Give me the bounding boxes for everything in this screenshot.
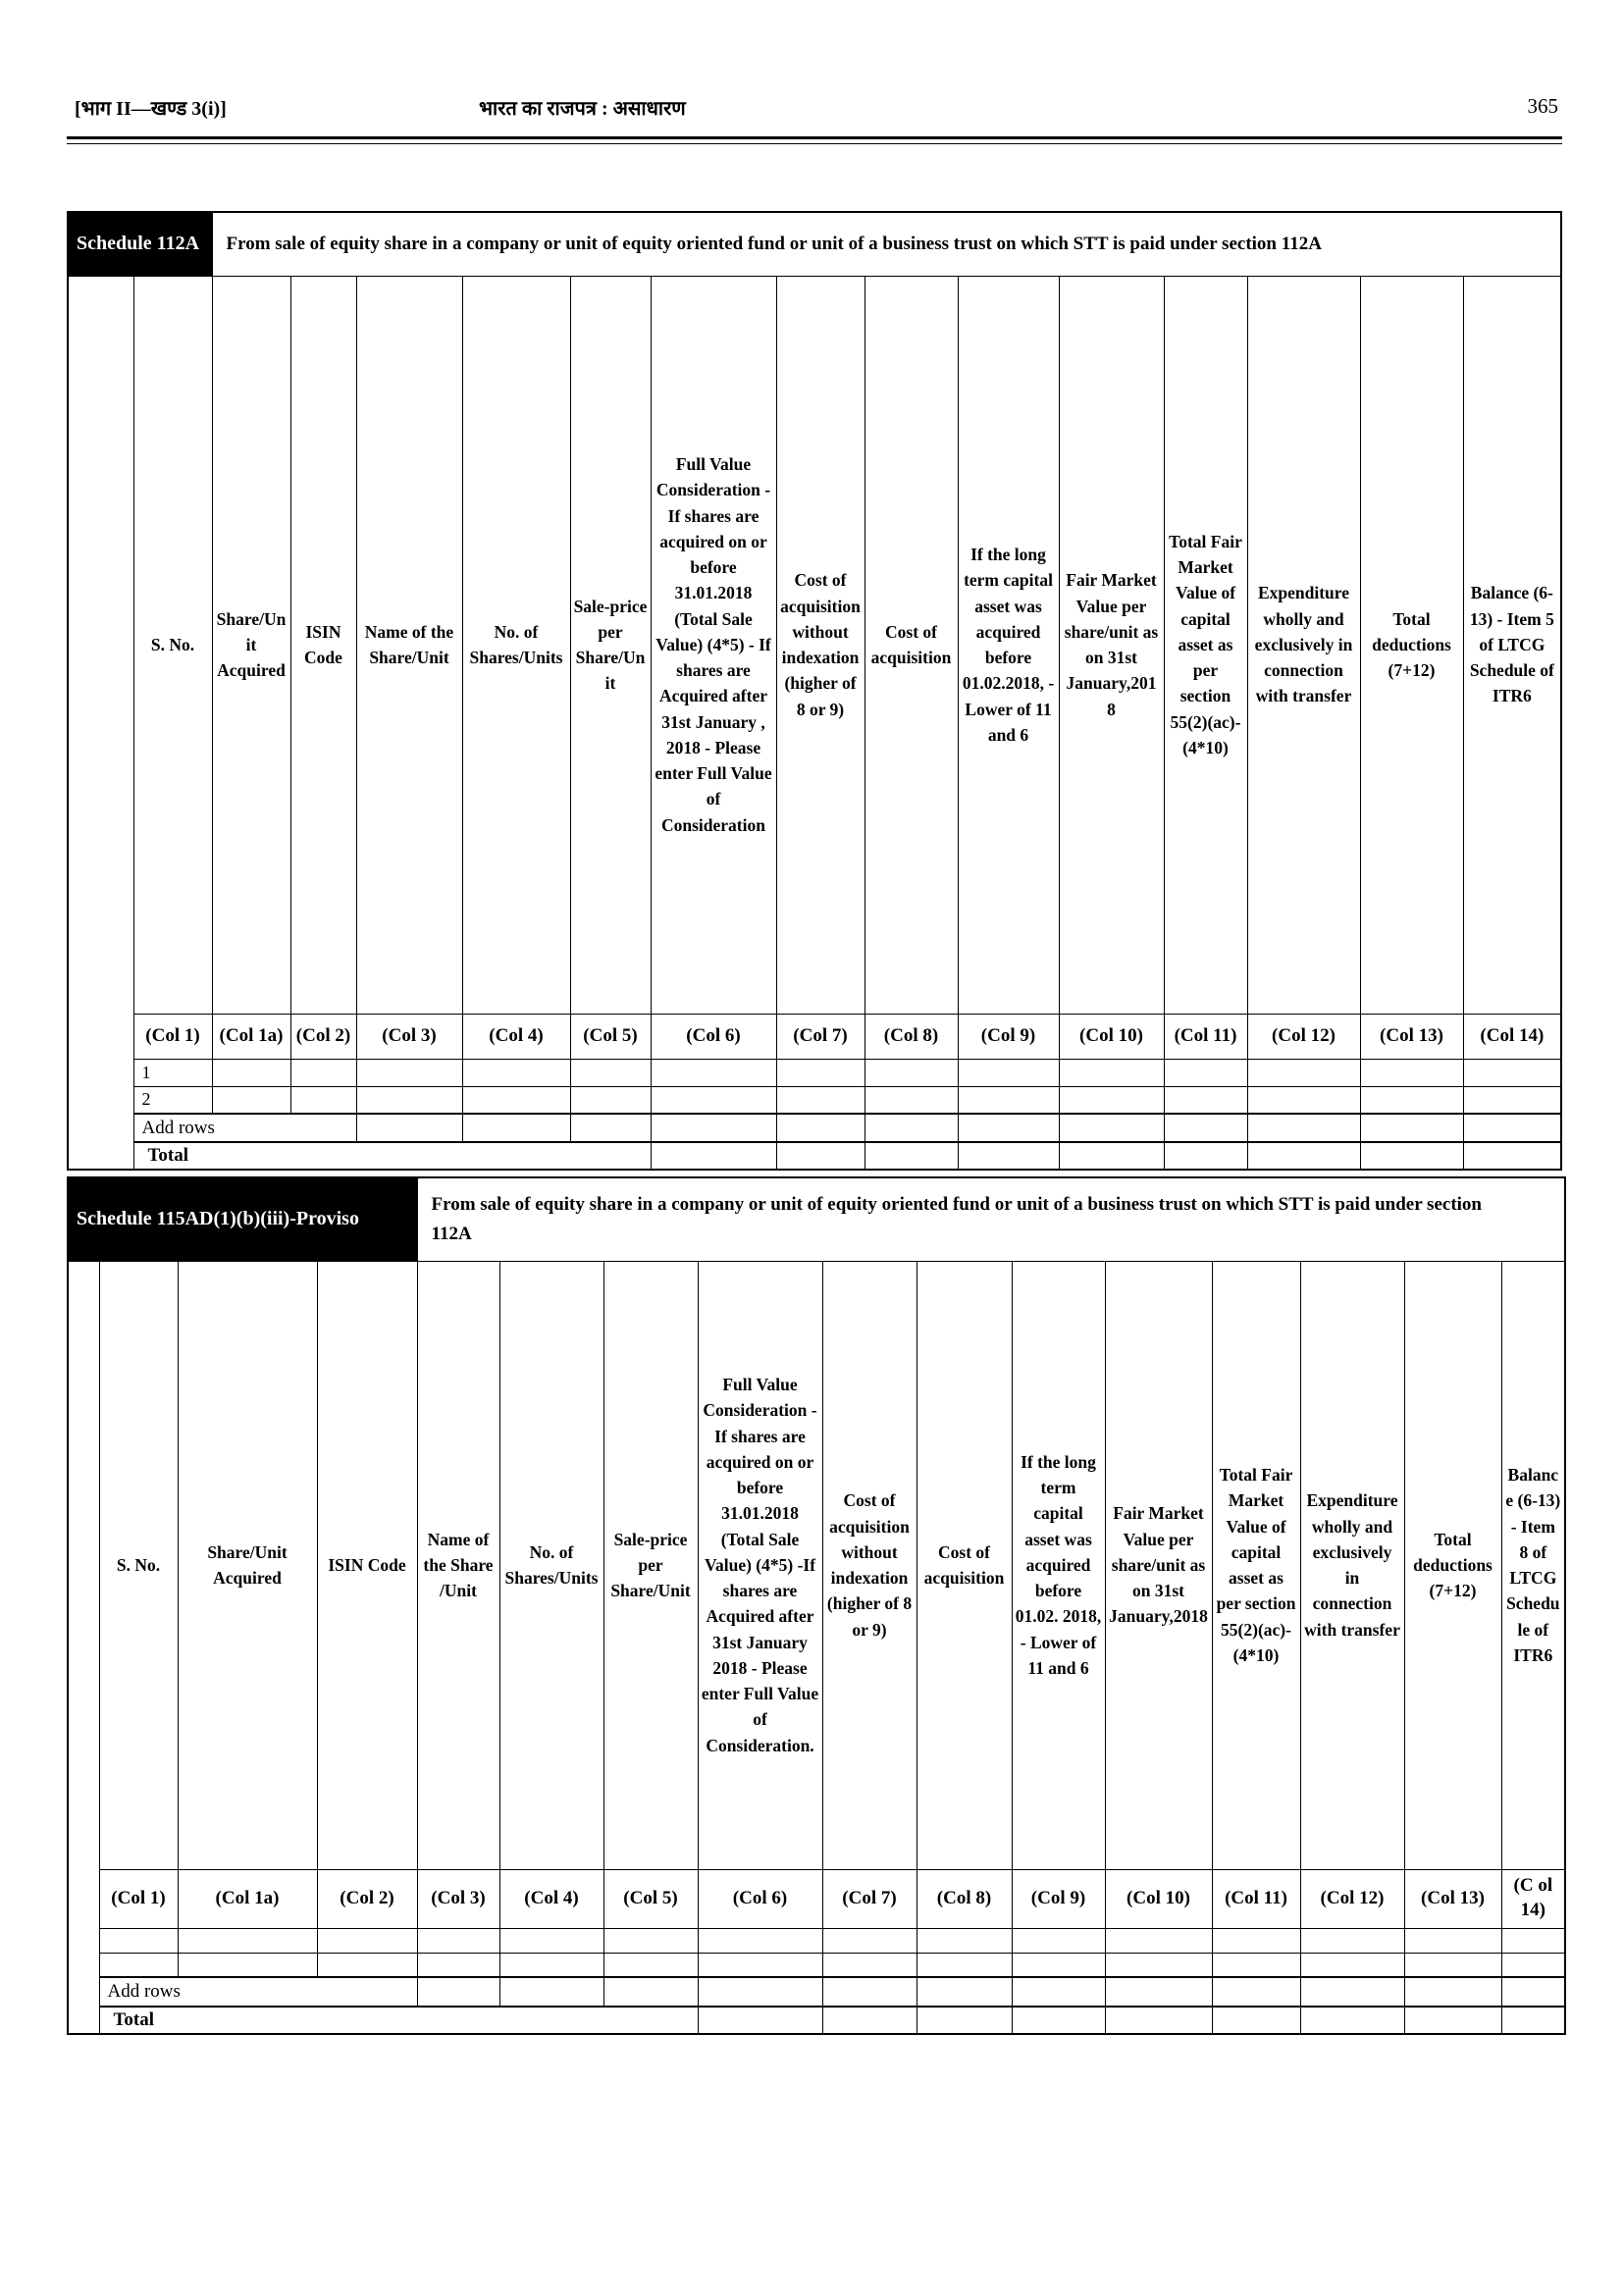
empty-cell [651,1086,776,1114]
column-header-sale-price: Sale-price per Share/Unit [570,276,651,1014]
schedule-112a-label [68,212,212,276]
empty-cell [356,1059,462,1086]
empty-cell [698,2007,822,2034]
empty-cell [1012,1953,1105,1977]
empty-cell [1247,1086,1360,1114]
empty-cell [1059,1059,1164,1086]
empty-cell [1105,1977,1212,2007]
col-number-cell: (Col 10) [1059,1014,1164,1059]
column-header-total-fmv: Total Fair Market Value of capital asset as per section 55(2)(ac)- (4*10) [1212,1261,1300,1869]
column-header-total-fmv: Total Fair Market Value of capital asset as per section 55(2)(ac)- (4*10) [1164,276,1247,1014]
schedule-112a-title [212,212,1561,276]
schedule-115ad-label [68,1177,417,1261]
empty-cell [776,1059,864,1086]
empty-cell [1501,1953,1565,1977]
col-number-cell: (Col 1) [99,1869,178,1928]
empty-cell [1300,1928,1404,1953]
column-header-fair-market-value: Fair Market Value per share/unit as on 31st January,2018 [1059,276,1164,1014]
gutter-cell [68,1261,99,2034]
empty-cell [1463,1059,1561,1086]
column-header-no-of-shares: No. of Shares/Units [499,1261,603,1869]
header-part-section: [भाग II—खण्ड 3(i)] [75,98,227,120]
empty-cell [603,1953,698,1977]
empty-cell [290,1059,356,1086]
column-header-s-no: S. No. [133,276,212,1014]
col-number-cell: (Col 12) [1247,1014,1360,1059]
empty-cell [1247,1114,1360,1142]
column-header-if-long-term-asset: If the long term capital asset was acquired before 01.02.2018, - Lower of 11 and 6 [958,276,1059,1014]
col-number-cell: (Col 14) [1463,1014,1561,1059]
empty-cell [1300,1977,1404,2007]
col-number-cell: (Col 1a) [178,1869,317,1928]
empty-cell [1300,1953,1404,1977]
empty-cell [1360,1142,1463,1170]
col-number-cell: (C ol 14) [1501,1869,1565,1928]
page-number: 365 [1527,94,1558,118]
empty-cell [178,1928,317,1953]
empty-cell [1404,2007,1501,2034]
empty-cell [417,1928,499,1953]
column-header-isin-code: ISIN Code [317,1261,417,1869]
empty-cell [776,1086,864,1114]
empty-cell [317,1953,417,1977]
empty-cell [1360,1086,1463,1114]
empty-cell [822,2007,917,2034]
empty-cell [651,1142,776,1170]
empty-cell [917,1928,1012,1953]
col-number-cell: (Col 3) [417,1869,499,1928]
empty-cell [1501,2007,1565,2034]
empty-cell [864,1059,958,1086]
empty-cell [356,1086,462,1114]
empty-cell [1212,1928,1300,1953]
col-number-cell: (Col 2) [317,1869,417,1928]
col-number-cell: (Col 10) [1105,1869,1212,1928]
empty-cell [864,1114,958,1142]
empty-cell [1247,1059,1360,1086]
empty-cell [356,1114,462,1142]
total-label: Total [99,2007,698,2034]
empty-cell [958,1059,1059,1086]
empty-cell [698,1928,822,1953]
empty-cell [1463,1142,1561,1170]
col-number-cell: (Col 9) [1012,1869,1105,1928]
empty-cell [1463,1086,1561,1114]
column-header-share-unit-acquired: Share/Unit Acquired [212,276,290,1014]
empty-cell [1105,2007,1212,2034]
column-header-expenditure: Expenditure wholly and exclusively in connection with transfer [1247,276,1360,1014]
empty-cell [1059,1086,1164,1114]
row-serial-number [99,1928,178,1953]
empty-cell [1212,1977,1300,2007]
empty-cell [1164,1114,1247,1142]
empty-cell [1501,1928,1565,1953]
column-header-cost-of-acquisition: Cost of acquisition [864,276,958,1014]
col-number-cell: (Col 1a) [212,1014,290,1059]
schedule-112a-title-text: From sale of equity share in a company or unit of equity oriented fund or unit of a business trust on which STT is paid under section 112A [226,233,1322,254]
empty-cell [1012,1977,1105,2007]
empty-cell [822,1928,917,1953]
empty-cell [1404,1928,1501,1953]
empty-cell [417,1953,499,1977]
col-number-cell: (Col 6) [698,1869,822,1928]
row-serial-number [99,1953,178,1977]
empty-cell [212,1059,290,1086]
empty-cell [212,1086,290,1114]
empty-cell [603,1928,698,1953]
column-header-cost-of-acquisition: Cost of acquisition [917,1261,1012,1869]
empty-cell [917,1953,1012,1977]
column-header-fair-market-value: Fair Market Value per share/unit as on 31st January,2018 [1105,1261,1212,1869]
col-number-cell: (Col 4) [462,1014,570,1059]
col-number-cell: (Col 11) [1164,1014,1247,1059]
empty-cell [958,1142,1059,1170]
empty-cell [570,1114,651,1142]
empty-cell [698,1953,822,1977]
row-serial-number: 1 [133,1059,212,1086]
empty-cell [1059,1142,1164,1170]
empty-cell [499,1977,603,2007]
page-header [67,94,1562,128]
empty-cell [1212,1953,1300,1977]
empty-cell [776,1114,864,1142]
empty-cell [1059,1114,1164,1142]
empty-cell [1012,2007,1105,2034]
col-number-cell: (Col 12) [1300,1869,1404,1928]
column-header-cost-without-indexation: Cost of acquisition without indexation (higher of 8 or 9) [822,1261,917,1869]
column-header-total-deductions: Total deductions (7+12) [1360,276,1463,1014]
empty-cell [1105,1953,1212,1977]
schedule-115ad-title [417,1177,1565,1261]
empty-cell [499,1953,603,1977]
column-header-sale-price: Sale-price per Share/Unit [603,1261,698,1869]
add-rows-label: Add rows [99,1977,417,2007]
empty-cell [864,1086,958,1114]
header-gazette-title: भारत का राजपत्र : असाधारण [479,98,686,120]
empty-cell [1247,1142,1360,1170]
empty-cell [1212,2007,1300,2034]
col-number-cell: (Col 3) [356,1014,462,1059]
col-number-cell: (Col 6) [651,1014,776,1059]
col-number-cell: (Col 7) [822,1869,917,1928]
column-header-full-value-consideration: Full Value Consideration -If shares are acquired on or before 31.01.2018 (Total Sale Value) (4*5) - If shares are Acquired after 31st January , 2018 - Please enter Full Value of Consideration [651,276,776,1014]
col-number-cell: (Col 11) [1212,1869,1300,1928]
empty-cell [1012,1928,1105,1953]
column-header-name-of-share: Name of the Share/Unit [356,276,462,1014]
empty-cell [698,1977,822,2007]
column-header-name-of-share: Name of the Share /Unit [417,1261,499,1869]
col-number-cell: (Col 5) [603,1869,698,1928]
col-number-cell: (Col 8) [917,1869,1012,1928]
schedule-115ad-label-text: Schedule 115AD(1)(b)(iii)-Proviso [77,1208,359,1230]
empty-cell [290,1086,356,1114]
empty-cell [1360,1114,1463,1142]
empty-cell [570,1086,651,1114]
column-header-share-unit-acquired: Share/Unit Acquired [178,1261,317,1869]
empty-cell [417,1977,499,2007]
add-rows-label: Add rows [133,1114,356,1142]
empty-cell [776,1142,864,1170]
empty-cell [958,1114,1059,1142]
column-header-isin-code: ISIN Code [290,276,356,1014]
empty-cell [1164,1086,1247,1114]
column-header-if-long-term-asset: If the long term capital asset was acquired before 01.02. 2018, - Lower of 11 and 6 [1012,1261,1105,1869]
empty-cell [317,1928,417,1953]
empty-cell [917,1977,1012,2007]
col-number-cell: (Col 2) [290,1014,356,1059]
empty-cell [917,2007,1012,2034]
col-number-cell: (Col 4) [499,1869,603,1928]
column-header-s-no: S. No. [99,1261,178,1869]
col-number-cell: (Col 13) [1404,1869,1501,1928]
column-header-no-of-shares: No. of Shares/Units [462,276,570,1014]
empty-cell [462,1059,570,1086]
schedule-115ad-title-text: From sale of equity share in a company or unit of equity oriented fund or unit of a business trust on which STT is paid under section 112A [431,1194,1482,1244]
schedule-115ad-table [67,1176,1566,2035]
schedule-112a-table [67,211,1562,1171]
empty-cell [1501,1977,1565,2007]
column-header-expenditure: Expenditure wholly and exclusively in connection with transfer [1300,1261,1404,1869]
empty-cell [178,1953,317,1977]
empty-cell [1463,1114,1561,1142]
col-number-cell: (Col 8) [864,1014,958,1059]
column-header-total-deductions: Total deductions (7+12) [1404,1261,1501,1869]
column-header-balance: Balance (6-13) - Item 5 of LTCG Schedule of ITR6 [1463,276,1561,1014]
schedule-112a-label-text: Schedule 112A [77,233,200,255]
total-label: Total [133,1142,651,1170]
empty-cell [603,1977,698,2007]
empty-cell [864,1142,958,1170]
col-number-cell: (Col 9) [958,1014,1059,1059]
empty-cell [499,1928,603,1953]
empty-cell [651,1114,776,1142]
empty-cell [1404,1953,1501,1977]
empty-cell [462,1114,570,1142]
empty-cell [1105,1928,1212,1953]
empty-cell [822,1977,917,2007]
empty-cell [1300,2007,1404,2034]
column-header-balance: Balance (6-13) - Item 8 of LTCG Schedule of ITR6 [1501,1261,1565,1869]
empty-cell [462,1086,570,1114]
empty-cell [822,1953,917,1977]
empty-cell [651,1059,776,1086]
empty-cell [1404,1977,1501,2007]
gutter-cell [68,276,133,1170]
col-number-cell: (Col 5) [570,1014,651,1059]
column-header-cost-without-indexation: Cost of acquisition without indexation (higher of 8 or 9) [776,276,864,1014]
col-number-cell: (Col 13) [1360,1014,1463,1059]
empty-cell [958,1086,1059,1114]
column-header-full-value-consideration: Full Value Consideration -If shares are acquired on or before 31.01.2018 (Total Sale Value) (4*5) -If shares are Acquired after 31st January 2018 - Please enter Full Value of Consideration. [698,1261,822,1869]
header-rule [67,136,1562,144]
row-serial-number: 2 [133,1086,212,1114]
empty-cell [570,1059,651,1086]
col-number-cell: (Col 7) [776,1014,864,1059]
empty-cell [1360,1059,1463,1086]
col-number-cell: (Col 1) [133,1014,212,1059]
empty-cell [1164,1142,1247,1170]
empty-cell [1164,1059,1247,1086]
